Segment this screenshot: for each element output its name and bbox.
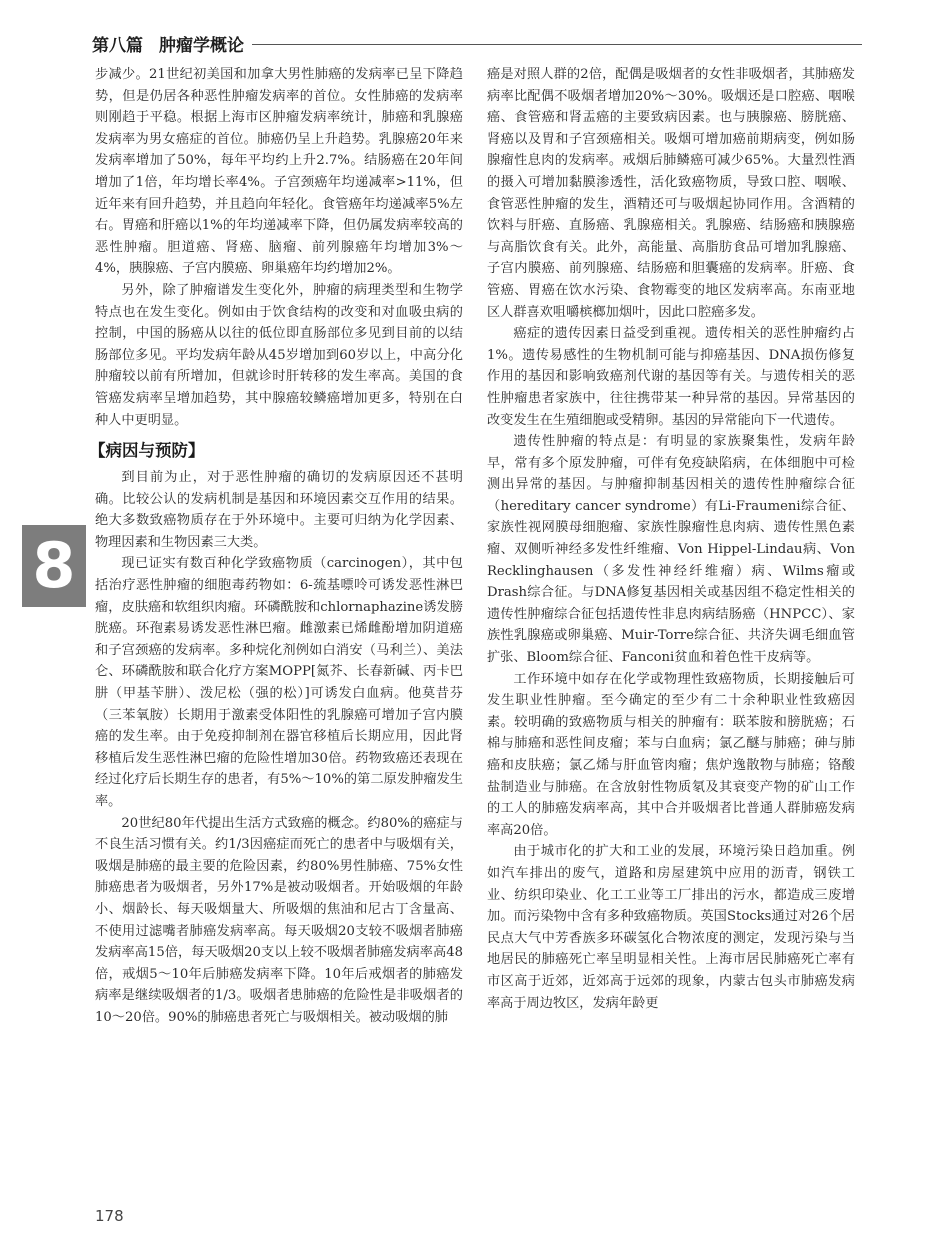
chapter-tab [22,525,86,607]
header-rule [252,44,862,45]
paragraph: 工作环境中如存在化学或物理性致癌物质，长期接触后可发生职业性肿瘤。至今确定的至少有二十余种职业性致癌因素。较明确的致癌物质与相关的肿瘤有：联苯胺和膀胱癌；石棉与肺癌和恶性间皮瘤；苯与白血病；氯乙醚与肺癌；砷与肺癌和皮肤癌；氯乙烯与肝血管肉瘤；焦炉逸散物与肺癌；铬酸盐制造业与肺癌。在含放射性物质氡及其衰变产物的矿山工作的工人的肺癌发病率高，其中合并吸烟者比普通人群肺癌发病率高20倍。 [487,671,855,838]
right-column [487,64,855,1014]
paragraph: 遗传性肿瘤的特点是：有明显的家族聚集性，发病年龄早，常有多个原发肿瘤，可伴有免疫缺陷病，在体细胞中可检测出异常的基因。与肿瘤抑制基因相关的遗传性肿瘤综合征（hereditary cancer syndrome）有Li-Fraumeni综合征、家族性视网膜母细胞瘤、家族性腺瘤性息肉病、遗传性黑色素瘤、双侧听神经多发性纤维瘤、Von Hippel-Lindau病、Von Recklinghausen（多发性神经纤维瘤）病、Wilms瘤或Drash综合征。与DNA修复基因相关或基因组不稳定性相关的遗传性肿瘤综合征包括遗传性非息肉病结肠癌（HNPCC）、家族性乳腺癌或卵巢癌、Muir-Torre综合征、共济失调毛细血管扩张、Bloom综合征、Fanconi贫血和着色性干皮病等。 [487,434,855,666]
running-header [92,30,862,56]
header-title: 肿瘤学概论 [159,35,244,56]
paragraph: 步减少。21世纪初美国和加拿大男性肺癌的发病率已呈下降趋势，但是仍居各种恶性肿瘤发病率的首位。女性肺癌的发病率则刚趋于平稳。根据上海市区肿瘤发病率统计，肺癌和乳腺癌发病率为男女癌症的首位。肺癌仍呈上升趋势。乳腺癌20年来发病率增加了50%，每年平均约上升2.7%。结肠癌在20年间增加了1倍，年均增长率4%。子宫颈癌年均递减率>11%，但近年来有回升趋势，并且趋向年轻化。食管癌年均递减率5%左右。胃癌和肝癌以1%的年均递减率下降，但仍属发病率较高的恶性肿瘤。胆道癌、肾癌、脑瘤、前列腺癌年均增加3%～4%，胰腺癌、子宫内膜癌、卵巢癌年均约增加2%。 [95,67,463,277]
left-column [89,64,463,1029]
paragraph: 癌是对照人群的2倍，配偶是吸烟者的女性非吸烟者，其肺癌发病率比配偶不吸烟者增加20%～30%。吸烟还是口腔癌、咽喉癌、食管癌和肾盂癌的主要致病因素。也与胰腺癌、膀胱癌、肾癌以及胃和子宫颈癌相关。吸烟可增加癌前期病变，例如肠腺瘤性息肉的发病率。戒烟后肺鳞癌可减少65%。大量烈性酒的摄入可增加黏膜渗透性，活化致癌物质，导致口腔、咽喉、食管恶性肿瘤的发生，酒精还可与吸烟起协同作用。含酒精的饮料与肝癌、直肠癌、乳腺癌相关。乳腺癌、结肠癌和胰腺癌与高脂饮食有关。此外，高能量、高脂肪食品可增加乳腺癌、子宫内膜癌、前列腺癌、结肠癌和胆囊癌的发病率。肝癌、食管癌、胃癌在饮水污染、食物霉变的地区发病率高。东南亚地区人群喜欢咀嚼槟榔加烟叶，因此口腔癌多发。 [487,67,855,320]
paragraph: 现已证实有数百种化学致癌物质（carcinogen），其中包括治疗恶性肿瘤的细胞毒药物如：6-巯基嘌呤可诱发恶性淋巴瘤，皮肤癌和软组织肉瘤。环磷酰胺和chlornaphazine诱发膀胱癌。环孢素易诱发恶性淋巴瘤。雌激素已烯雌酚增加阴道癌和子宫颈癌的发病率。多种烷化剂例如白消安（马利兰）、美法仑、环磷酰胺和联合化疗方案MOPP[氮芥、长春新碱、丙卡巴肼（甲基苄肼）、泼尼松（强的松）]可诱发白血病。他莫昔芬（三苯氧胺）长期用于激素受体阳性的乳腺癌可增加子宫内膜癌的发生率。由于免疫抑制剂在器官移植后长期应用，因此肾移植后发生恶性淋巴瘤的危险性增加30倍。药物致癌还表现在经过化疗后长期生存的患者，有5%～10%的第二原发肿瘤发生率。 [95,556,463,809]
paragraph: 到目前为止，对于恶性肿瘤的确切的发病原因还不甚明确。比较公认的发病机制是基因和环境因素交互作用的结果。绝大多数致癌物质存在于外环境中。主要可归纳为化学因素、物理因素和生物因素三大类。 [95,470,463,550]
paragraph: 癌症的遗传因素日益受到重视。遗传相关的恶性肿瘤约占1%。遗传易感性的生物机制可能与抑癌基因、DNA损伤修复作用的基因和影响致癌剂代谢的基因等有关。与遗传相关的恶性肿瘤患者家族中，往往携带某一种异常的基因。异常基因的改变发生在生殖细胞或受精卵。基因的异常能向下一代遗传。 [487,326,855,428]
paragraph: 20世纪80年代提出生活方式致癌的概念。约80%的癌症与不良生活习惯有关。约1/3因癌症而死亡的患者中与吸烟有关，吸烟是肺癌的最主要的危险因素，约80%男性肺癌、75%女性肺癌患者为吸烟者，另外17%是被动吸烟者。开始吸烟的年龄小、烟龄长、每天吸烟量大、所吸烟的焦油和尼古丁含量高、不使用过滤嘴者肺癌发病率高。每天吸烟20支较不吸烟者肺癌发病率高15倍，每天吸烟20支以上较不吸烟者肺癌发病率高48倍，戒烟5～10年后肺癌发病率下降。10年后戒烟者的肺癌发病率是继续吸烟者的1/3。吸烟者患肺癌的危险性是非吸烟者的10～20倍。90%的肺癌患者死亡与吸烟相关。被动吸烟的肺 [95,815,463,1025]
section-heading: 【病因与预防】 [89,441,205,461]
paragraph: 另外，除了肿瘤谱发生变化外，肿瘤的病理类型和生物学特点也在发生变化。例如由于饮食结构的改变和对血吸虫病的控制，中国的肠癌从以往的低位即直肠部位多见到目前的以结肠部位多见。平均发病年龄从45岁增加到60岁以上，中高分化肿瘤较以前有所增加，但就诊时肝转移的发生率高。美国的食管癌发病率呈增加趋势，其中腺癌较鳞癌增加更多，特别在白种人中更明显。 [95,282,463,428]
header-part: 第八篇 [92,35,143,56]
paragraph: 由于城市化的扩大和工业的发展，环境污染日趋加重。例如汽车排出的废气，道路和房屋建筑中应用的沥青，钢铁工业、纺织印染业、化工工业等工厂排出的污水，都造成三废增加。而污染物中含有多种致癌物质。英国Stocks通过对26个居民点大气中芳香族多环碳氢化合物浓度的测定，发现污染与当地居民的肺癌死亡率呈明显相关性。上海市居民肺癌死亡率有市区高于近郊，近郊高于远郊的现象，内蒙古包头市肺癌发病率高于周边牧区，发病年龄更 [487,844,855,1011]
chapter-number: 8 [32,529,76,602]
page-number: 178 [95,1207,124,1225]
header-part-title [92,31,244,56]
